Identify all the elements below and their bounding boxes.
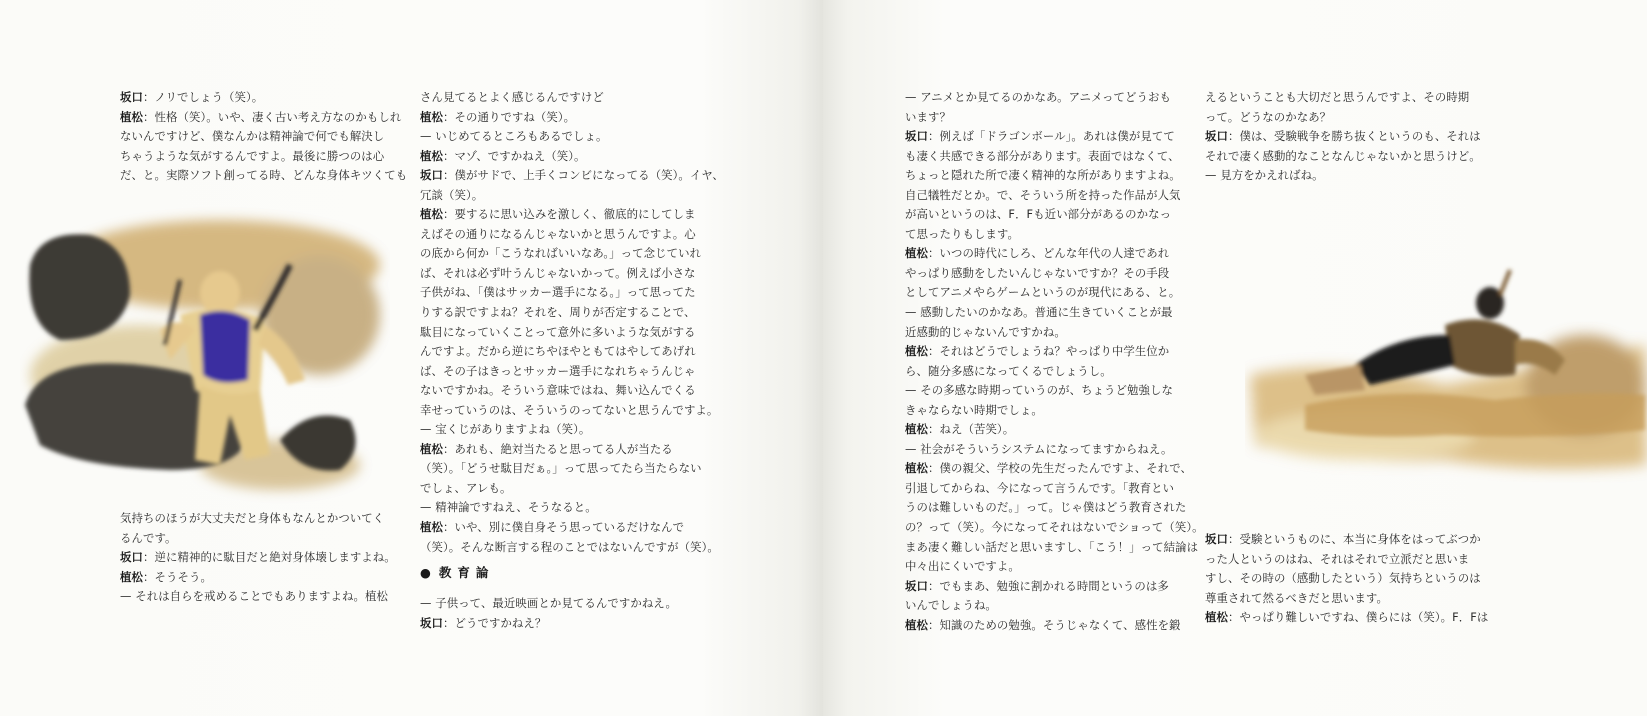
line-text: も凄く共感できる部分があります。表面ではなくて、 — [905, 148, 1180, 163]
line-text: ：やっぱり難しいですね、僕らには（笑）。F．Fは — [1227, 610, 1489, 625]
illustration-right — [1245, 265, 1647, 485]
text-line — [905, 108, 1165, 128]
text-line — [420, 459, 702, 479]
text-line — [905, 323, 1165, 343]
section-heading — [420, 563, 494, 581]
line-text: 幸せっていうのは、そういうのってないと思うんですよ。 — [420, 402, 719, 417]
line-text: います？ — [905, 109, 951, 124]
text-block-col1-bottom — [120, 509, 396, 607]
text-line — [905, 557, 1165, 577]
line-text: — アニメとか見てるのかなあ。アニメってどうおも — [905, 90, 1171, 104]
line-text: — 社会がそういうシステムになってますからねえ。 — [905, 441, 1173, 456]
speaker-name: 坂口 — [420, 168, 443, 183]
text-line — [905, 596, 1165, 616]
line-text: ら、随分多感になってくるでしょうし。 — [905, 363, 1112, 378]
text-line — [120, 529, 380, 549]
line-text: — それは自らを戒めることでもありますよね。植松 — [120, 589, 389, 604]
line-text: の底から何か「こうなればいいなあ。」って念じていれ — [420, 246, 702, 261]
text-line — [905, 401, 1165, 421]
line-text: — いじめてるところもあるでしょ。 — [420, 129, 608, 144]
line-text: （笑）。そんな断言する程のことではないんですが（笑）。 — [420, 539, 719, 554]
text-line — [1205, 530, 1481, 550]
text-line — [120, 548, 396, 568]
text-line — [905, 381, 1174, 401]
text-line — [905, 518, 1204, 538]
speaker-name: 坂口 — [905, 129, 928, 144]
line-text: て思ったりもします。 — [905, 226, 1019, 241]
text-line — [1205, 569, 1481, 589]
line-text: きゃならない時期でしょ。 — [905, 402, 1043, 417]
text-line — [905, 225, 1165, 245]
text-line — [905, 342, 1170, 362]
line-text: いんでしょうね。 — [905, 598, 997, 613]
text-line — [1205, 147, 1481, 167]
text-line — [1205, 108, 1465, 128]
line-text: ：マゾ、ですかねえ（笑）。 — [442, 148, 586, 163]
text-line — [120, 88, 380, 108]
text-line — [905, 362, 1165, 382]
line-text: ：いや、別に僕自身そう思っているだけなんで — [442, 520, 685, 535]
text-block-col4-bottom — [1205, 530, 1489, 628]
text-line — [905, 479, 1175, 499]
line-text: ：そうそう。 — [142, 569, 212, 584]
text-line — [905, 244, 1170, 264]
text-line — [905, 440, 1173, 460]
line-text: としてアニメやらゲームというのが現代にある、と。 — [905, 285, 1181, 300]
line-text: ：その通りですね（笑）。 — [442, 109, 576, 124]
text-line — [1205, 589, 1465, 609]
text-line — [905, 205, 1172, 225]
text-line — [420, 225, 696, 245]
text-line — [420, 88, 680, 108]
text-line — [420, 401, 719, 421]
text-line — [420, 166, 724, 186]
line-text: ちゃうような気がするんですよ。最後に勝つのは心 — [120, 148, 385, 163]
line-text: った人というのはね、それはそれで立派だと思いま — [1205, 551, 1470, 566]
text-line — [120, 147, 385, 167]
text-line — [905, 166, 1181, 186]
line-text: 駄目になっていくことって意外に多いような気がする — [420, 324, 696, 339]
speaker-name: 植松 — [120, 109, 143, 124]
text-line — [420, 205, 696, 225]
speaker-name: 植松 — [905, 246, 928, 261]
speaker-name: 坂口 — [1205, 129, 1228, 144]
line-text: えばその通りになるんじゃないかと思うんですよ。心 — [420, 226, 696, 241]
line-text: りする訳ですよね？それを、周りが否定することで、 — [420, 305, 696, 320]
text-line — [420, 594, 680, 614]
line-text: 引退してからね、今になって言うんです。「教育とい — [905, 480, 1175, 495]
line-text: ：あれも、絶対当たると思ってる人が当たる — [442, 441, 673, 456]
text-line — [1205, 166, 1465, 186]
text-line — [420, 420, 680, 440]
text-line — [420, 440, 680, 460]
speaker-name: 植松 — [420, 148, 443, 163]
speaker-name: 植松 — [420, 207, 443, 222]
line-text: — 子供って、最近映画とか見てるんですかねえ。 — [420, 596, 677, 610]
speaker-name: 坂口 — [1205, 532, 1228, 546]
line-text: — 感動したいのかなあ。普通に生きていくことが最 — [905, 305, 1173, 320]
text-line — [420, 127, 680, 147]
speaker-name: 植松 — [905, 422, 928, 437]
text-line — [420, 342, 696, 362]
line-text: ば、それは必ず叶うんじゃないかって。例えば小さな — [420, 265, 696, 280]
line-text: — 精神論ですねえ、そうなると。 — [420, 500, 597, 515]
text-line — [420, 303, 696, 323]
line-text: ば、その子はきっとサッカー選手になれちゃうんじゃ — [420, 363, 696, 378]
text-line — [905, 420, 1165, 440]
line-text: 自己犠牲だとか。で、そういう所を持った作品が人気 — [905, 187, 1181, 202]
text-line — [420, 186, 680, 206]
line-text: ：性格（笑）。いや、凄く古い考え方なのかもしれ — [142, 109, 402, 124]
text-line — [420, 381, 696, 401]
line-text: 尊重されて然るべきだと思います。 — [1205, 590, 1388, 605]
line-text: — 宝くじがありますよね（笑）。 — [420, 422, 591, 437]
text-line — [420, 283, 696, 303]
text-line — [905, 577, 1169, 597]
line-text: ：受験というものに、本当に身体をはってぶつか — [1227, 532, 1481, 546]
text-line — [905, 538, 1199, 558]
line-text: ：逆に精神的に駄目だと絶対身体壊しますよね。 — [142, 550, 396, 565]
text-line — [905, 459, 1193, 479]
text-block-col2 — [420, 88, 724, 557]
line-text: 気持ちのほうが大丈夫だと身体もなんとかついてく — [120, 511, 385, 525]
speaker-name: 植松 — [120, 569, 143, 584]
line-text: すし、その時の（感動したという）気持ちというのは — [1205, 571, 1481, 586]
line-text: 中々出にくいですよ。 — [905, 559, 1020, 574]
text-block-col2-after — [420, 594, 680, 633]
line-text: でしょ、アレも。 — [420, 480, 512, 495]
text-block-col4-top — [1205, 88, 1481, 186]
line-text: ちょっと隠れた所で凄く精神的な所がありますよね。 — [905, 168, 1181, 183]
line-text: やっぱり感動をしたいんじゃないですか？その手段 — [905, 265, 1170, 280]
line-text: が高いというのは、F．Fも近い部分があるのかなっ — [905, 207, 1172, 222]
speaker-name: 植松 — [420, 520, 443, 535]
speaker-name: 坂口 — [120, 550, 143, 565]
text-line — [420, 614, 680, 634]
line-text: るんです。 — [120, 530, 177, 545]
section-title: 教育論 — [438, 565, 495, 580]
line-text: ：僕の親父、学校の先生だったんですよ、それで、 — [927, 461, 1193, 476]
text-line — [905, 186, 1181, 206]
speaker-name: 坂口 — [420, 615, 443, 630]
text-line — [420, 244, 702, 264]
speaker-name: 植松 — [420, 109, 443, 124]
speaker-name: 植松 — [905, 617, 928, 632]
line-text: ：でもまあ、勉強に割かれる時間というのは多 — [927, 578, 1169, 593]
line-text: うのは難しいものだ。」って。じゃ僕はどう教育された — [905, 500, 1187, 515]
speaker-name: 植松 — [420, 441, 443, 456]
text-line — [1205, 127, 1481, 147]
speaker-name: 坂口 — [120, 90, 143, 104]
text-line — [420, 518, 685, 538]
line-text: ：いつの時代にしろ、どんな年代の人達であれ — [927, 246, 1170, 261]
line-text: ないんですけど、僕なんかは精神論で何でも解決し — [120, 129, 385, 144]
line-text: ないですかね。そういう意味ではね、舞い込んでくる — [420, 383, 696, 398]
text-line — [905, 88, 1171, 108]
text-line — [420, 498, 680, 518]
text-line — [1205, 88, 1470, 108]
text-line — [905, 264, 1170, 284]
speaker-name: 植松 — [905, 344, 928, 359]
line-text: さん見てるとよく感じるんですけど — [420, 90, 604, 104]
bullet-icon: ● — [420, 565, 431, 580]
line-text: — その多感な時期っていうのが、ちょうど勉強しな — [905, 383, 1174, 398]
line-text: — 見方をかえればね。 — [1205, 168, 1324, 183]
text-line — [1205, 550, 1470, 570]
text-line — [120, 166, 408, 186]
speaker-name: 植松 — [905, 461, 928, 476]
text-line — [420, 362, 696, 382]
text-line — [120, 127, 385, 147]
line-text: 近感動的じゃないんですかね。 — [905, 324, 1066, 339]
text-line — [120, 587, 389, 607]
text-block-col1-top — [120, 88, 408, 186]
text-line — [905, 127, 1175, 147]
text-line — [905, 283, 1181, 303]
line-text: まあ凄く難しい話だと思いますし、「こう！」って結論は — [905, 539, 1199, 554]
line-text: ：要するに思い込みを激しく、徹底的にしてしま — [442, 207, 696, 222]
text-line — [420, 479, 680, 499]
line-text: ：例えば「ドラゴンボール」。あれは僕が見てて — [927, 129, 1175, 144]
text-line — [120, 509, 385, 529]
line-text: （笑）。「どうせ駄目だぁ。」って思ってたら当たらない — [420, 461, 702, 476]
line-text: の？って（笑）。今になってそれはないでショって（笑）。 — [905, 520, 1204, 535]
line-text: 子供がね、「僕はサッカー選手になる。」って思ってた — [420, 285, 696, 300]
text-line — [905, 147, 1180, 167]
line-text: んですよ。だから逆にちやほやともてはやしてあげれ — [420, 344, 696, 359]
line-text: ：僕がサドで、上手くコンビになってる（笑）。イヤ、 — [442, 168, 724, 183]
line-text: ：ねえ（苦笑）。 — [927, 422, 1015, 437]
line-text: えるということも大切だと思うんですよ、その時期 — [1205, 90, 1470, 104]
line-text: だ、と。実際ソフト創ってる時、どんな身体キツくても — [120, 168, 408, 183]
text-block-col3 — [905, 88, 1204, 635]
text-line — [905, 616, 1181, 636]
text-line — [420, 538, 719, 558]
text-line — [420, 147, 680, 167]
speaker-name: 坂口 — [905, 578, 928, 593]
text-line — [420, 264, 696, 284]
text-line — [420, 108, 680, 128]
line-text: それで凄く感動的なことなんじゃないかと思うけど。 — [1205, 148, 1481, 163]
text-line — [420, 323, 696, 343]
text-line — [120, 108, 402, 128]
speaker-name: 植松 — [1205, 610, 1228, 625]
line-text: ：それはどうでしょうね？やっぱり中学生位か — [927, 344, 1170, 359]
line-text: ：どうですかねえ？ — [442, 615, 547, 630]
text-line — [905, 303, 1173, 323]
line-text: 冗談（笑）。 — [420, 187, 484, 202]
text-line — [120, 568, 380, 588]
text-line — [1205, 608, 1489, 628]
text-line — [905, 498, 1187, 518]
line-text: ：ノリでしょう（笑）。 — [142, 90, 264, 104]
illustration-left — [20, 205, 390, 505]
line-text: ：知識のための勉強。そうじゃなくて、感性を鍛 — [927, 617, 1181, 632]
line-text: ：僕は、受験戦争を勝ち抜くというのも、それは — [1227, 129, 1481, 144]
line-text: って。どうなのかなあ？ — [1205, 109, 1332, 124]
